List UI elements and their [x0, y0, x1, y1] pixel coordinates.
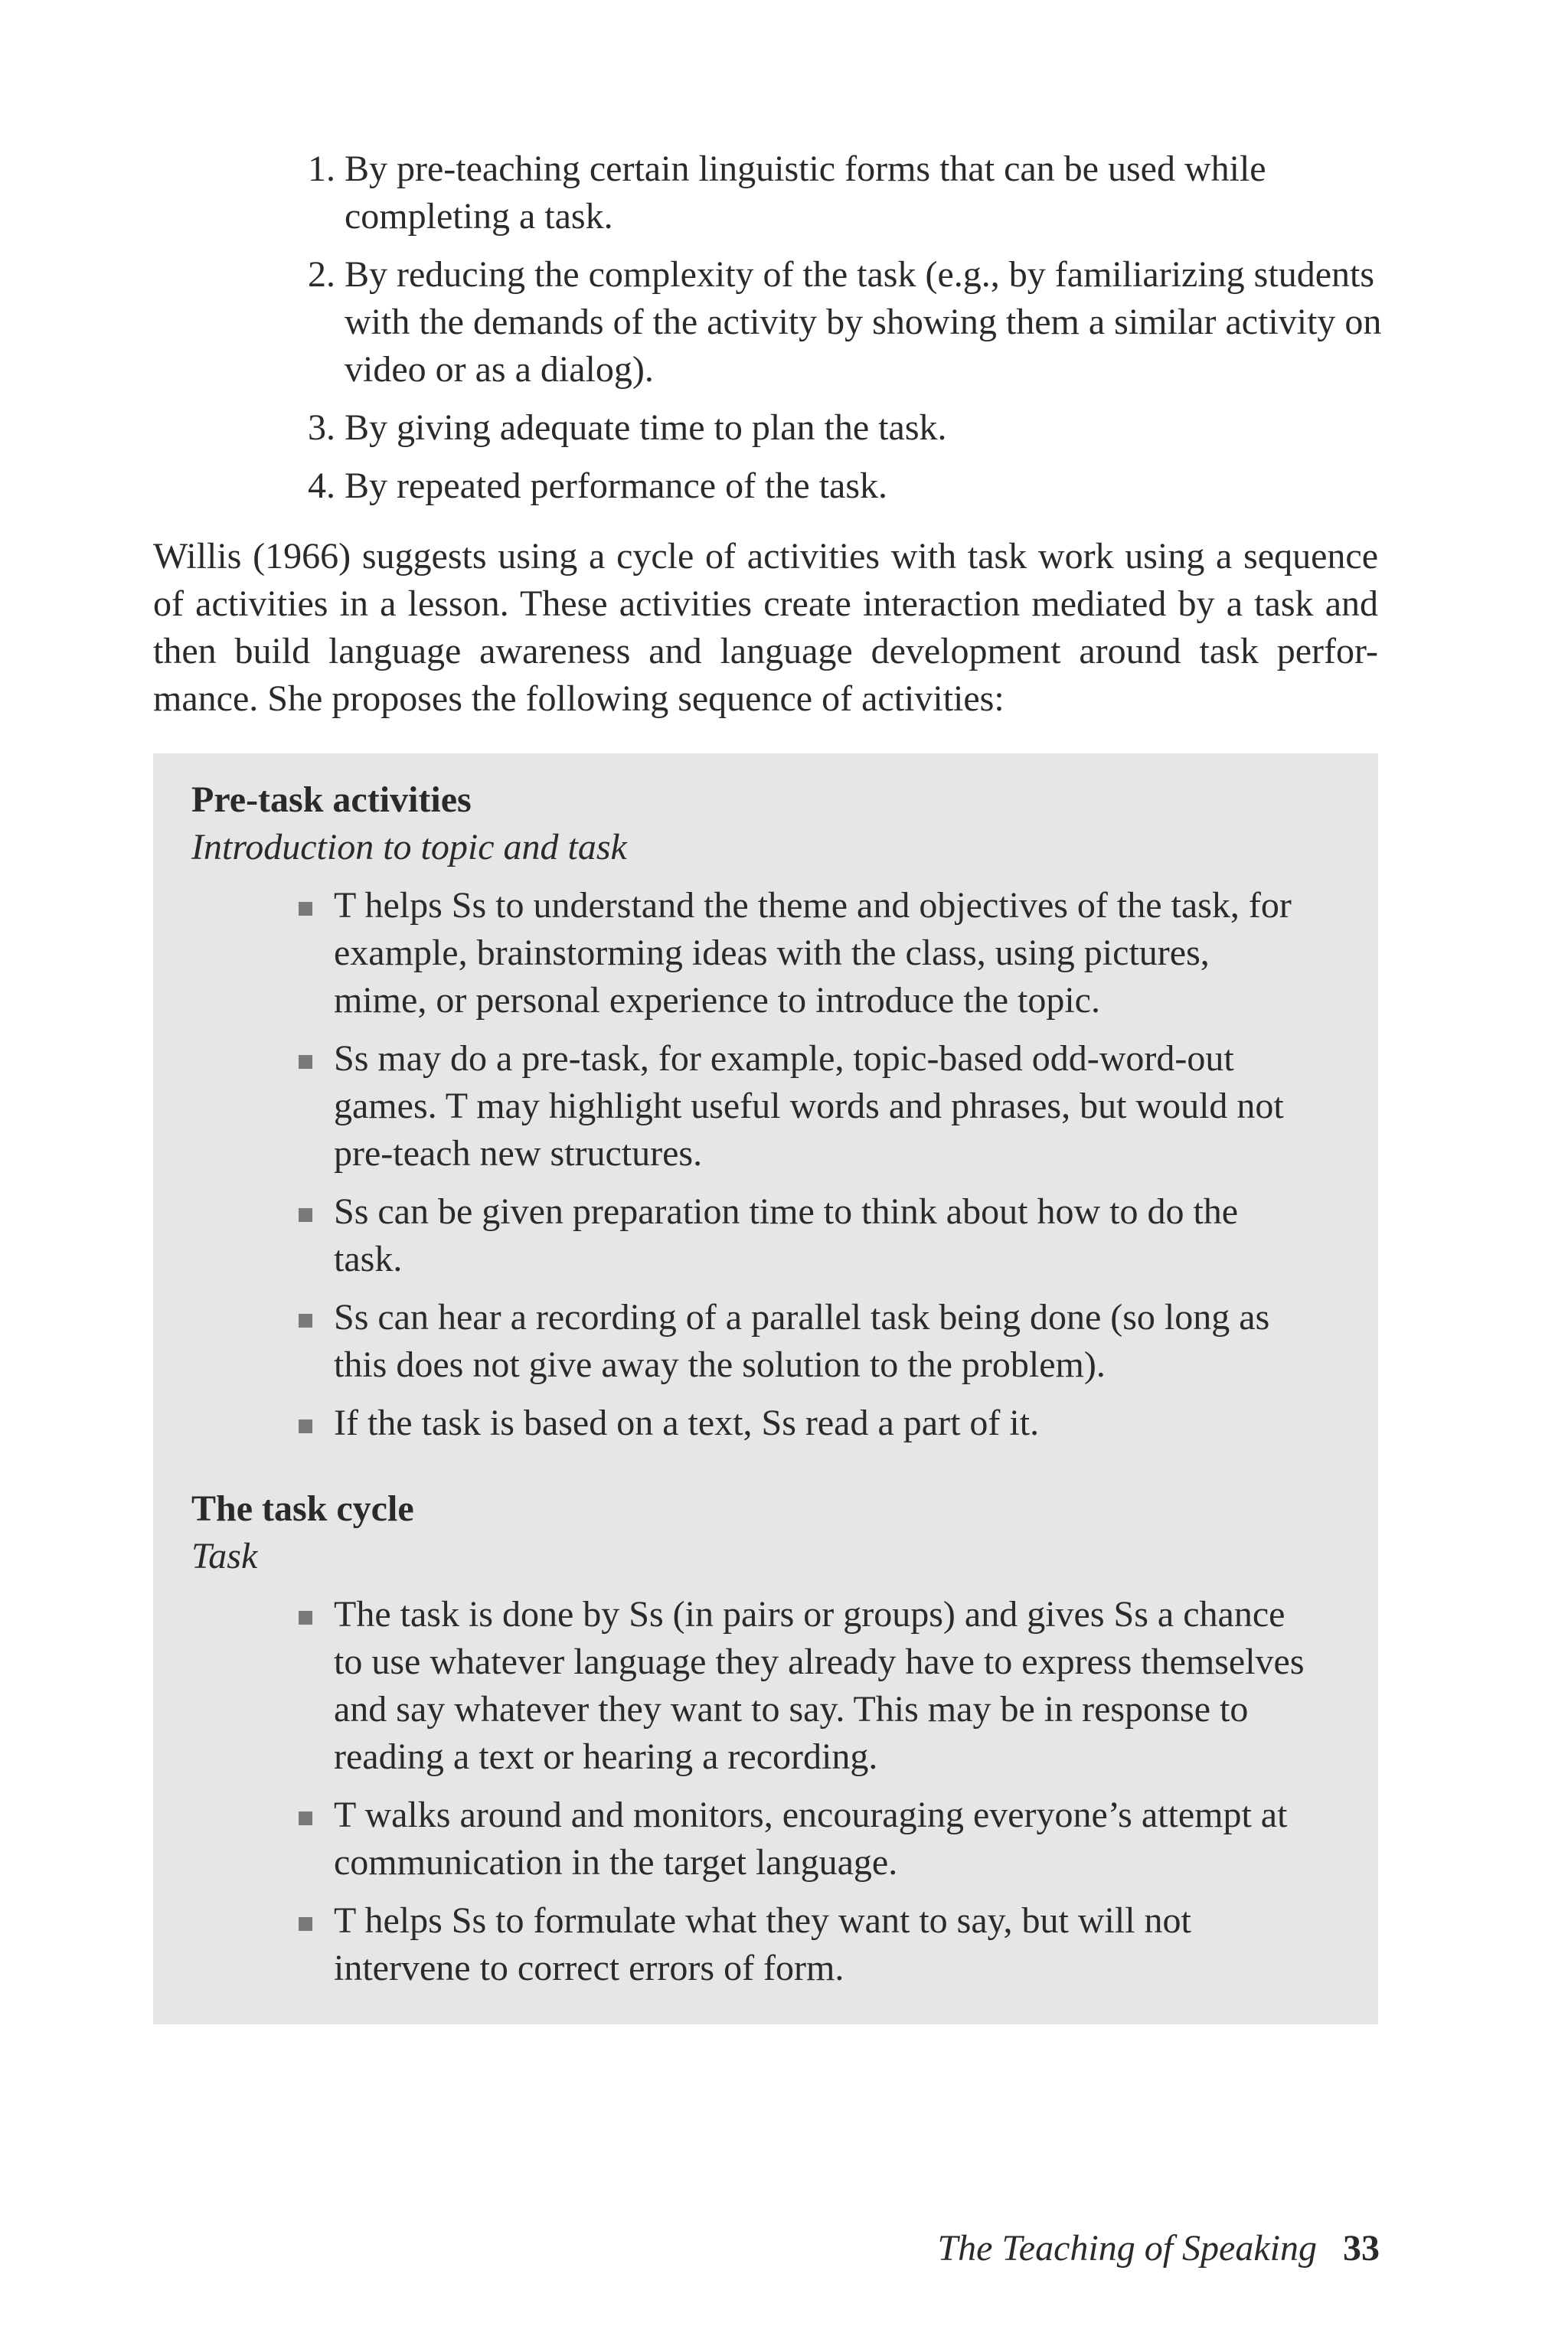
- list-item-text: By pre-teaching certain linguistic forms that can be used while completing a task.: [345, 149, 1266, 237]
- list-item-number: 1.: [308, 149, 335, 189]
- square-bullet-icon: [299, 1035, 334, 1178]
- bullet-item: [299, 1792, 1309, 1886]
- bullet-item: [299, 882, 1309, 1024]
- square-bullet-icon: [299, 1188, 334, 1283]
- list-item-text: By repeated performance of the task.: [345, 466, 888, 506]
- bullet-item: [299, 1294, 1309, 1389]
- list-item-text: By reducing the complexity of the task (e.g., by familiarizing students with the demands of the activity by showing them a similar activity on video or as a dialog).: [345, 254, 1382, 390]
- bullet-text: T walks around and monitors, encouraging everyone’s attempt at communication in the target language.: [334, 1795, 1288, 1883]
- square-bullet-icon: [299, 1897, 334, 1992]
- section-subtitle: Introduction to topic and task: [191, 827, 627, 867]
- list-item-number: 2.: [308, 254, 335, 295]
- bullet-item: [299, 1400, 1309, 1447]
- running-title: The Teaching of Speaking: [937, 2228, 1317, 2269]
- numbered-list: [291, 145, 1393, 521]
- bullet-item: [299, 1188, 1309, 1283]
- section-title: The task cycle: [191, 1488, 414, 1529]
- list-item: [291, 462, 1393, 510]
- page-number: 33: [1343, 2228, 1380, 2269]
- square-bullet-icon: [299, 882, 334, 1024]
- bullet-item: [299, 1897, 1309, 1992]
- list-item-number: 3.: [308, 407, 335, 448]
- list-item-number: 4.: [308, 466, 335, 506]
- list-item: [291, 404, 1393, 452]
- square-bullet-icon: [299, 1591, 334, 1781]
- section-title: Pre-task activities: [191, 779, 472, 820]
- page-footer: [937, 2225, 1380, 2272]
- body-paragraph: Willis (1966) suggests using a cycle of activities with task work using a sequence of activities in a lesson. These activities create interaction mediated by a task and then build language awareness and language development around task perfor-mance. She proposes the following sequence of activities:: [153, 536, 1378, 719]
- square-bullet-icon: [299, 1294, 334, 1389]
- bullet-text: If the task is based on a text, Ss read a part of it.: [334, 1403, 1040, 1443]
- bullet-text: Ss may do a pre-task, for example, topic-based odd-word-out games. T may highlight useful words and phrases, but would not pre-teach new structures.: [334, 1038, 1284, 1174]
- section-subtitle: Task: [191, 1536, 258, 1576]
- list-item-text: By giving adequate time to plan the task.: [345, 407, 947, 448]
- list-item: [291, 251, 1393, 394]
- bullet-list: [299, 1591, 1309, 1992]
- bullet-text: T helps Ss to understand the theme and objectives of the task, for example, brainstorming ideas with the class, using pictures, mime, or personal experience to introduce the topic.: [334, 885, 1292, 1021]
- list-item: [291, 145, 1393, 240]
- section-task-cycle: [191, 1485, 1355, 2003]
- section-pre-task: [191, 776, 1355, 1458]
- bullet-text: Ss can be given preparation time to think about how to do the task.: [334, 1191, 1239, 1279]
- bullet-text: Ss can hear a recording of a parallel task being done (so long as this does not give away the solution to the problem).: [334, 1297, 1270, 1385]
- square-bullet-icon: [299, 1400, 334, 1447]
- bullet-list: [299, 882, 1309, 1447]
- square-bullet-icon: [299, 1792, 334, 1886]
- bullet-item: [299, 1591, 1309, 1781]
- activity-box: [153, 753, 1378, 2024]
- bullet-text: The task is done by Ss (in pairs or groups) and gives Ss a chance to use whatever language they already have to express themselves and say whatever they want to say. This may be in response to reading a text or hearing a recording.: [334, 1594, 1305, 1777]
- bullet-text: T helps Ss to formulate what they want to say, but will not intervene to correct errors of form.: [334, 1900, 1191, 1988]
- bullet-item: [299, 1035, 1309, 1178]
